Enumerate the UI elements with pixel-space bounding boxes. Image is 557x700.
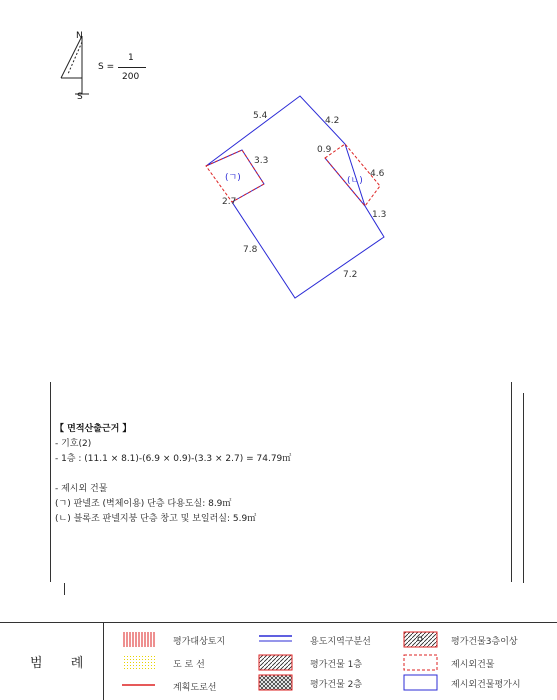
- legend-label: 제시외건물: [451, 660, 495, 670]
- notes-line: [55, 467, 495, 482]
- legend-label: 평가건물 1층: [310, 660, 363, 670]
- dim-right-lower: 1.3: [372, 210, 387, 220]
- notes-line: (ㄴ) 블록조 판넬지붕 단층 창고 및 보일러실: 5.9㎡: [55, 514, 257, 524]
- notes-frame-right-outer: [523, 393, 524, 583]
- swatch-extra-building-eval: [404, 675, 437, 690]
- notes-heading: 【 면적산출근거 】: [55, 424, 132, 434]
- notes-line: (ㄱ) 판넬조 (벽체이용) 단층 다용도실: 8.9㎡: [55, 499, 232, 509]
- swatch-extra-building: [404, 655, 437, 670]
- dim-bottom-left: 7.8: [243, 245, 258, 255]
- scale-numerator: 1: [128, 53, 134, 63]
- dim-annex-b-width: 0.9: [317, 145, 332, 155]
- dim-annex-a-width: 2.7: [222, 197, 237, 207]
- scale-prefix: S =: [98, 62, 115, 72]
- area-calculation-notes: [55, 422, 495, 527]
- scale-denominator: 200: [122, 72, 140, 82]
- legend-title: 범 례: [30, 656, 96, 671]
- notes-line: - 제시외 건물: [55, 484, 108, 494]
- legend-label: 평가건물3층이상: [451, 637, 518, 647]
- notes-line: - 기호(2): [55, 439, 92, 449]
- annex-a-label: (ㄱ): [225, 173, 241, 183]
- notes-frame-right: [511, 382, 512, 582]
- legend-label: 평가건물 2층: [310, 680, 363, 690]
- legend-label: 도 로 선: [173, 660, 205, 670]
- swatch-floor3plus-mark: [418, 637, 422, 641]
- notes-line: - 1층 : (11.1 × 8.1)-(6.9 × 0.9)-(3.3 × 2.7) = 74.79㎡: [55, 454, 292, 464]
- swatch-road-dots: [122, 655, 155, 670]
- dim-bottom-right: 7.2: [343, 270, 358, 280]
- notes-frame-tick: [64, 583, 65, 595]
- south-label: S: [77, 92, 83, 102]
- dim-top-left: 5.4: [253, 111, 268, 121]
- legend-label: 계획도로선: [173, 683, 217, 693]
- swatch-land-hatch: [122, 632, 155, 647]
- notes-frame-left: [50, 382, 51, 582]
- legend-label: 용도지역구분선: [310, 637, 371, 647]
- swatch-floor1: [259, 655, 292, 670]
- dim-top-right: 4.2: [325, 116, 340, 126]
- annex-b-label: (ㄴ): [347, 176, 363, 186]
- dim-annex-a-height: 3.3: [254, 156, 269, 166]
- swatch-floor2: [259, 675, 292, 690]
- dim-right-upper: 4.6: [370, 169, 385, 179]
- legend-label: 제시외건물평가시: [451, 680, 521, 690]
- north-label: N: [76, 31, 83, 41]
- legend-label: 평가대상토지: [173, 637, 226, 647]
